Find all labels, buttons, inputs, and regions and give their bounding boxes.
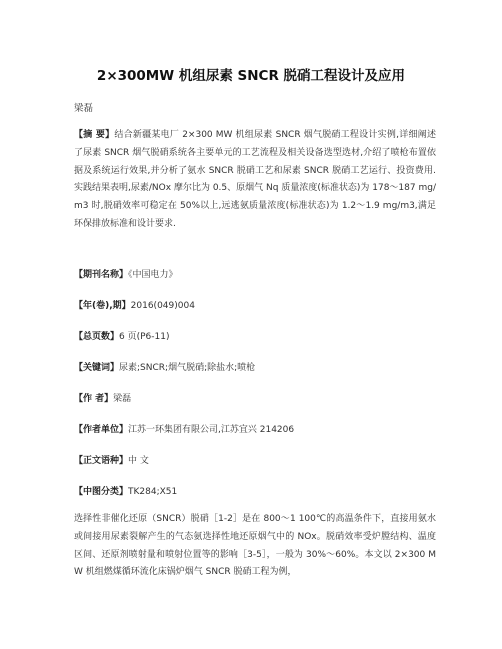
abstract-text: 结合新疆某电厂 2×300 MW 机组尿素 SNCR 烟气脱硝工程设计实例,详细阐述了尿素 SNCR 烟气脱硝系统各主要单元的工艺流程及相关设备选型选材,介绍了喷枪布置依据及系统运行效果,并分析了氨水 SNCR 脱硝工艺和尿素 SNCR 脱硝工艺运行、投资费用.实践结果表明,尿素/NOx 摩尔比为 0.5、原烟气 Nq 质量浓度(标准状态)为 178～187 mg/m3 时,脱硝效率可稳定在 50%以上,远逃氨质量浓度(标准状态)为 1.2～1.9 mg/m3,满足环保排放标准和设计要求.	[74, 130, 436, 229]
meta-value: 中 文	[128, 456, 149, 466]
meta-label: 【作者单位】	[74, 425, 129, 435]
meta-keywords	[74, 360, 255, 373]
meta-label: 【作 者】	[74, 394, 114, 404]
meta-label: 【期刊名称】	[74, 270, 129, 280]
meta-value: 尿素;SNCR;烟气脱硝;除盐水;喷枪	[119, 363, 256, 373]
meta-label: 【年(卷),期】	[74, 301, 131, 311]
document-title: 2×300MW 机组尿素 SNCR 脱硝工程设计及应用	[96, 68, 406, 84]
abstract-label: 【摘 要】	[74, 130, 115, 140]
meta-value: TK284;X51	[128, 487, 178, 497]
meta-value: 6 页(P6-11)	[119, 332, 170, 342]
meta-journal-name	[74, 267, 178, 280]
abstract-paragraph	[74, 127, 436, 234]
meta-value: 《中国电力》	[128, 270, 178, 280]
meta-value: 梁磊	[113, 394, 132, 404]
meta-total-pages	[74, 329, 169, 342]
meta-language	[74, 453, 149, 466]
document-author: 梁磊	[74, 103, 94, 114]
body-paragraph: 选择性非催化还原（SNCR）脱硝［1-2］是在 800～1 100℃的高温条件下，直接用氨水或间接用尿素裂解产生的气态氨选择性地还原烟气中的 NOx。脱硝效率受炉膛结构、温度区间、还原剂喷射量和喷射位置等的影响［3-5］，一般为 30%～60%。本文以 2×300 MW 机组燃煤循环流化床锅炉烟气 SNCR 脱硝工程为例，	[74, 514, 436, 578]
meta-author	[74, 391, 131, 404]
meta-label: 【关键词】	[74, 363, 120, 373]
meta-label: 【中图分类】	[74, 487, 129, 497]
meta-classification	[74, 484, 177, 497]
meta-author-affiliation	[74, 422, 294, 435]
meta-value: 2016(049)004	[130, 301, 195, 311]
meta-year-issue	[74, 298, 195, 311]
meta-label: 【总页数】	[74, 332, 120, 342]
meta-value: 江苏一环集团有限公司,江苏宜兴 214206	[128, 425, 295, 435]
meta-label: 【正文语种】	[74, 456, 129, 466]
